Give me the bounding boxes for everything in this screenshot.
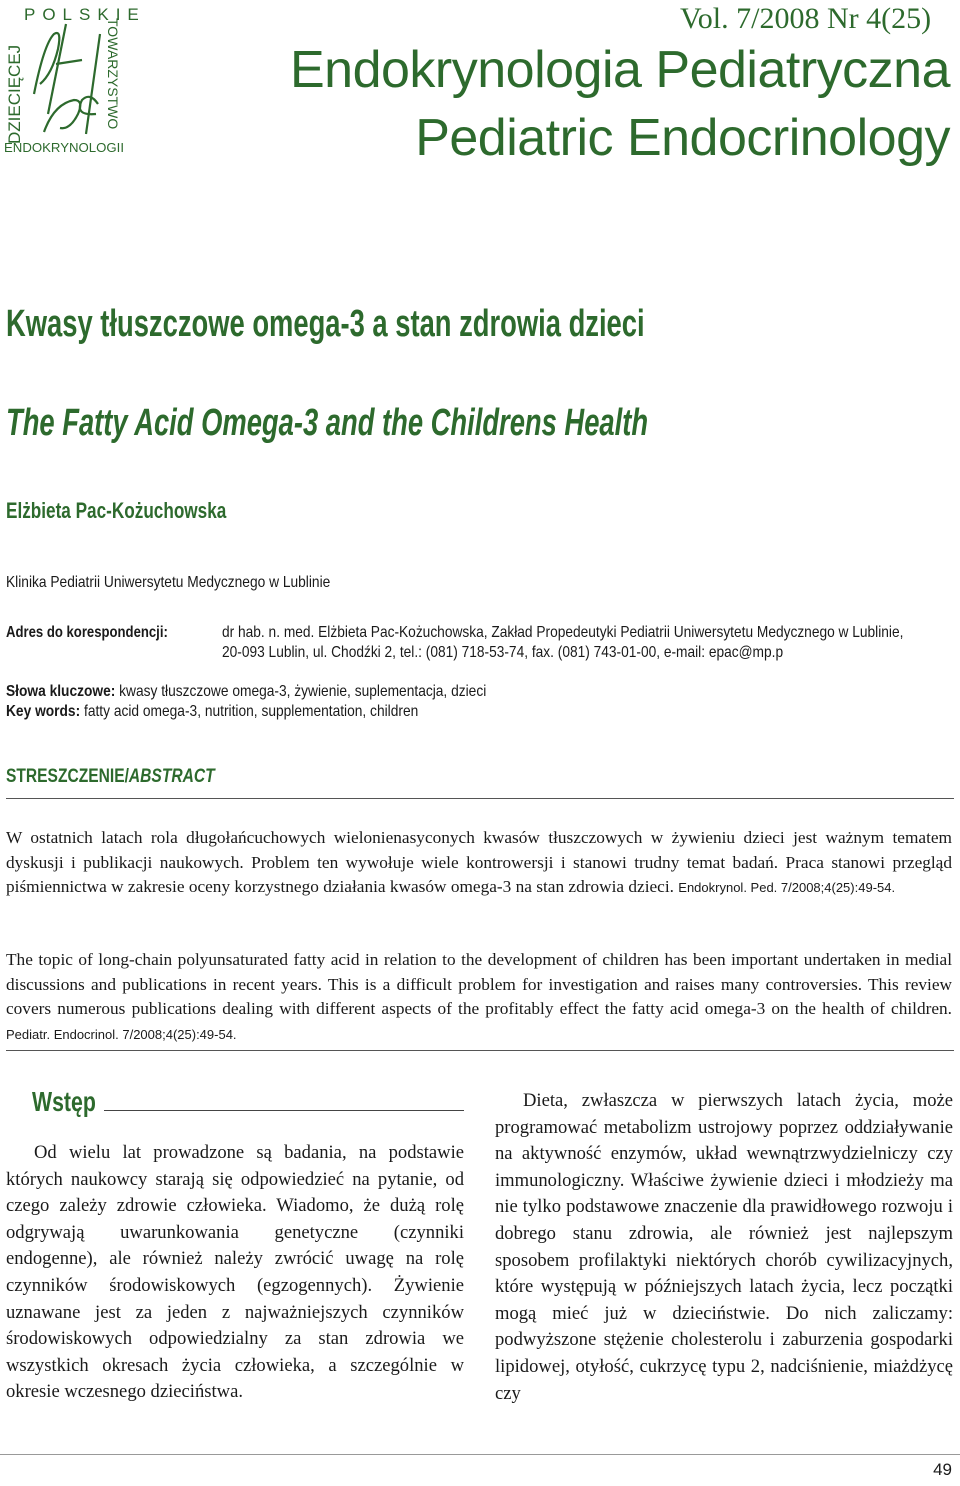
logo-right-text: TOWARZYSTWO — [105, 18, 121, 130]
keywords-pl-text: kwasy tłuszczowe omega-3, żywienie, suplementacja, dzieci — [115, 683, 487, 700]
abstract-pl — [6, 826, 952, 901]
society-logo — [4, 4, 146, 155]
logo-top-text: POLSKIE — [24, 5, 146, 24]
abstract-heading — [6, 766, 215, 788]
keywords-en — [6, 703, 418, 721]
keywords-pl — [6, 683, 486, 701]
keywords-en-label: Key words: — [6, 703, 81, 720]
journal-title-pl: Endokrynologia Pediatryczna — [289, 41, 950, 99]
volume-info: Vol. 7/2008 Nr 4(25) — [680, 2, 932, 35]
address-line-1: dr hab. n. med. Elżbieta Pac-Kożuchowska, Zakład Propedeutyki Pediatrii Uniwersytetu Medycznego w Lublinie, — [222, 624, 904, 641]
abstract-top-rule — [6, 798, 954, 799]
abstract-en — [6, 948, 952, 1047]
body-column-right: Dieta, zwłaszcza w pierwszych latach życia, może programować metabolizm ustrojowy poprzez oddziaływanie na aktywność enzymów, układ wewnątrzwydzielniczy czy immunologiczny. Właściwe żywienie dzieci i młodzieży ma nie tylko podstawowe znaczenie dla prawidłowego rozwoju i dobrego stanu zdrowia, ale również jest najlepszym sposobem profilaktyki niektórych chorób cywilizacyjnych, które występują w późniejszych latach życia, lecz początki mogą mieć już w dzieciństwie. Do nich zaliczamy: podwyższone stężenie cholesterolu i zaburzenia gospodarki lipidowej, otyłość, cukrzycę typu 2, nadciśnienie, miażdżycę czy — [495, 1090, 953, 1404]
abstract-heading-pl: STRESZCZENIE/ — [6, 766, 129, 787]
body-column-left: Od wielu lat prowadzone są badania, na podstawie których naukowcy starają się odpowiedzieć na pytanie, od czego zależy zdrowie człowieka. Wiadomo, że dużą rolę odgrywają uwarunkowania genetyczne (czynniki endogenne), ale również należy zwrócić uwagę na rolę czynników środowiskowych (egzogennych). Żywienie uznawane jest za jeden z najważniejszych czynników środowiskowych odpowiedzialny za stan zdrowia we wszystkich okresach życia człowieka, a szczególnie w okresie wczesnego dzieciństwa. — [6, 1142, 464, 1403]
logo-bottom-text: ENDOKRYNOLOGII — [4, 141, 125, 155]
abstract-pl-text: W ostatnich latach rola długołańcuchowych wielonienasyconych kwasów tłuszczowych w żywieniu dzieci jest ważnym tematem dyskusji i publikacji naukowych. Problem ten wywołuje wiele kontrowersji i stanowi trudny temat badań. Praca stanowi przegląd piśmiennictwa w zakresie oceny korzystnego działania kwasów omega-3 na stan zdrowia dzieci. — [6, 828, 952, 896]
address-line-2: 20-093 Lublin, ul. Chodźki 2, tel.: (081) 718-53-74, fax. (081) 743-01-00, e-mail: epac@mp.p — [222, 644, 784, 661]
abstract-heading-en: ABSTRACT — [128, 766, 215, 787]
page-number: 49 — [933, 1460, 952, 1479]
article-title-en: The Fatty Acid Omega-3 and the Childrens Health — [6, 402, 649, 444]
section-heading-rule — [104, 1110, 464, 1111]
address-label: Adres do korespondencji: — [6, 624, 168, 641]
section-heading: Wstęp — [32, 1086, 96, 1117]
logo-left-text: DZIECIĘCEJ — [5, 44, 24, 144]
logo-mark — [34, 24, 100, 134]
abstract-bottom-rule — [6, 1050, 954, 1051]
keywords-pl-label: Słowa kluczowe: — [6, 683, 116, 700]
author-name: Elżbieta Pac-Kożuchowska — [6, 498, 227, 523]
article-title-pl: Kwasy tłuszczowe omega-3 a stan zdrowia dzieci — [6, 303, 645, 345]
affiliation: Klinika Pediatrii Uniwersytetu Medycznego w Lublinie — [6, 574, 331, 591]
footer-rule — [0, 1454, 960, 1455]
abstract-en-citation: Pediatr. Endocrinol. 7/2008;4(25):49-54. — [6, 1026, 237, 1042]
keywords-en-text: fatty acid omega-3, nutrition, supplementation, children — [80, 703, 419, 720]
abstract-pl-citation: Endokrynol. Ped. 7/2008;4(25):49-54. — [678, 880, 896, 895]
abstract-en-text: The topic of long-chain polyunsaturated fatty acid in relation to the development of children has been important undertaken in medial discussions and publications in recent years. This is a difficult problem for investigation and raises many controversies. This review covers numerous publications dealing with different aspects of the profitably effect the fatty acid omega-3 on the health of children. — [6, 950, 952, 1018]
journal-title-en: Pediatric Endocrinology — [415, 109, 950, 167]
